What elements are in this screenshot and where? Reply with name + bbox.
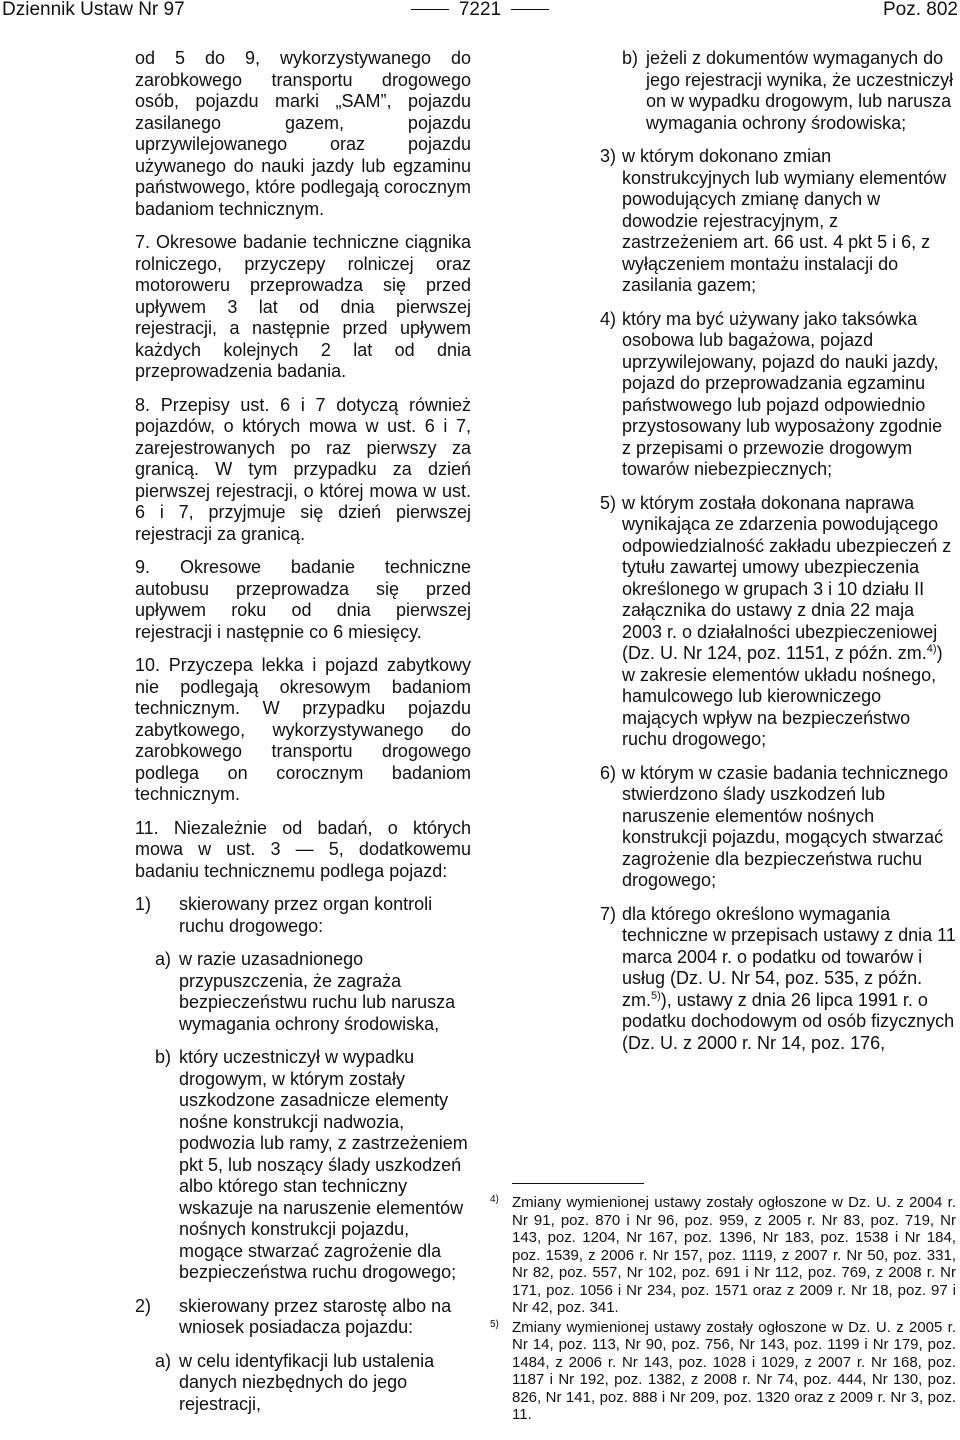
- item-number: 2): [135, 1295, 152, 1316]
- footnote-5: [490, 1319, 956, 1424]
- item-letter: b): [155, 1047, 172, 1067]
- footnote-4: [490, 1194, 956, 1317]
- paragraph-11: 11. Niezależnie od badań, o których mowa w ust. 3 — 5, dodatkowemu badaniu technicznemu podlega pojazd:: [135, 817, 471, 881]
- footnote-mark: 4): [490, 1194, 499, 1205]
- page-header: [0, 0, 960, 22]
- paragraph-9: 9. Okresowe badanie techniczne autobusu przeprowadza się przed upływem roku od dnia pierwszej rejestracji i następnie co 6 miesięcy.: [135, 557, 471, 642]
- list-item-2a: [135, 1351, 471, 1416]
- dash-left: [411, 9, 449, 10]
- item-text: skierowany przez starostę albo na wniosek posiadacza pojazdu:: [179, 1295, 452, 1337]
- item-text-part: dla którego określono wymagania techniczne w przepisach ustawy z dnia 11 marca 2004 r. o podatku od towarów i usług (Dz. U. Nr 54, poz. 535, z późn. zm.: [622, 903, 956, 1010]
- item-letter: b): [622, 48, 639, 68]
- item-number: 7): [600, 903, 617, 924]
- item-text: [622, 493, 956, 751]
- item-text-part: ), ustawy z dnia 26 lipca 1991 r. o podatku dochodowym od osób fizycznych (Dz. U. z 2000 r. Nr 14, poz. 176,: [622, 989, 955, 1053]
- item-text: który ma być używany jako taksówka osobowa lub bagażowa, pojazd uprzywilejowany, pojazd do nauki jazdy, pojazd do przeprowadzania egzaminu państwowego lub pojazd odpowiednio przystosowany lub wyposażony zgodnie z przepisami o przewozie drogowym towarów niebezpiecznych;: [622, 308, 943, 479]
- paragraph-10: 10. Przyczepa lekka i pojazd zabytkowy nie podlegają okresowym badaniom technicznym. W przypadku pojazdu zabytkowego, wykorzystywanego do zarobkowego transportu drogowego podlega on corocznym badaniom technicznym.: [135, 655, 471, 804]
- footnote-ref-5[interactable]: 5): [651, 989, 661, 1002]
- footnote-text: Zmiany wymienionej ustawy zostały ogłoszone w Dz. U. z 2005 r. Nr 14, poz. 113, Nr 90, poz. 756, Nr 143, poz. 1199 i Nr 179, poz. 1484, z 2006 r. Nr 143, poz. 1028 i 1029, z 2007 r. Nr 168, poz. 1187 i Nr 192, poz. 1382, z 2008 r. Nr 74, poz. 444, Nr 130, poz. 826, Nr 141, poz. 888 i Nr 209, poz. 1320 oraz z 2009 r. Nr 3, poz. 11.: [512, 1318, 956, 1423]
- list-item-4: [600, 309, 956, 481]
- item-text-part: ) w zakresie elementów układu nośnego, hamulcowego lub kierowniczego mających wpływ na bezpieczeństwo ruchu drogowego;: [622, 643, 943, 749]
- item-number: 6): [600, 762, 617, 783]
- journal-title: Dziennik Ustaw Nr 97: [2, 0, 185, 20]
- item-text: skierowany przez organ kontroli ruchu drogowego:: [179, 894, 433, 936]
- list-item-7: [600, 904, 956, 1055]
- position-label: Poz. 802: [883, 0, 958, 20]
- item-text-part: w którym została dokonana naprawa wynikająca ze zdarzenia powodującego odpowiedzialność zakładu ubezpieczeń z tytułu zawartej umowy ubezpieczenia określonego w grupach 3 i 10 działu II załącznika do ustawy z dnia 22 maja 2003 r. o działalności ubezpieczeniowej (Dz. U. Nr 124, poz. 1151, z późn. zm.: [622, 492, 952, 663]
- list-item-1: [135, 894, 471, 937]
- item-text: [622, 904, 956, 1055]
- item-text: w razie uzasadnionego przypuszczenia, że zagraża bezpieczeństwu ruchu lub narusza wymagania ochrony środowiska,: [179, 949, 456, 1034]
- list-item-1b: [135, 1047, 471, 1284]
- item-number: 5): [600, 492, 617, 513]
- intro-paragraph: od 5 do 9, wykorzystywanego do zarobkowego transportu drogowego osób, pojazdu marki „SAM”, pojazdu zasilanego gazem, pojazdu uprzywilejowanego oraz pojazdu używanego do nauki jazdy lub egzaminu państwowego, które podlegają corocznym badaniom technicznym.: [135, 48, 471, 219]
- paragraph-7: 7. Okresowe badanie techniczne ciągnika rolniczego, przyczepy rolniczej oraz motoroweru przeprowadza się przed upływem 3 lat od dnia pierwszej rejestracji, a następnie przed upływem każdych kolejnych 2 lat od dnia przeprowadzenia badania.: [135, 232, 471, 381]
- footnote-divider: [512, 1183, 644, 1184]
- item-letter: a): [155, 1350, 172, 1371]
- item-number: 1): [135, 894, 152, 914]
- paragraph-8: 8. Przepisy ust. 6 i 7 dotyczą również pojazdów, o których mowa w ust. 6 i 7, zarejestrowanych po raz pierwszy za granicą. W tym przypadku za dzień pierwszej rejestracji, o której mowa w ust. 6 i 7, przyjmuje się dzień pierwszej rejestracji za granicą.: [135, 394, 471, 544]
- list-item-1a: [135, 949, 471, 1035]
- item-text: w którym dokonano zmian konstrukcyjnych lub wymiany elementów powodujących zmianę danych w dowodzie rejestracyjnym, z zastrzeżeniem art. 66 ust. 4 pkt 5 i 6, z wyłączeniem montażu instalacji do zasilania gazem;: [622, 146, 947, 295]
- item-text: w celu identyfikacji lub ustalenia danych niezbędnych do jego rejestracji,: [179, 1350, 435, 1414]
- item-text: jeżeli z dokumentów wymaganych do jego rejestracji wynika, że uczestniczył on w wypadku drogowym, lub narusza wymagania ochrony środowiska;: [646, 48, 954, 133]
- list-item-3: [600, 146, 956, 297]
- list-item-2b: [622, 48, 956, 134]
- list-item-6: [600, 763, 956, 892]
- dash-right: [511, 9, 549, 10]
- footnotes-section: [490, 1183, 956, 1426]
- item-text: który uczestniczył w wypadku drogowym, w którym zostały uszkodzone zasadnicze elementy nośne konstrukcji nadwozia, podwozia lub ramy, z zastrzeżeniem pkt 5, lub noszący ślady uszkodzeń albo którego stan techniczny wskazuje na naruszenie elementów nośnych konstrukcji pojazdu, mogące stwarzać zagrożenie dla bezpieczeństwa ruchu drogowego;: [179, 1047, 468, 1282]
- left-column: [135, 48, 471, 1427]
- page-number: 7221: [458, 0, 502, 20]
- item-text: w którym w czasie badania technicznego stwierdzono ślady uszkodzeń lub naruszenie elementów nośnych konstrukcji pojazdu, mogących stwarzać zagrożenie dla bezpieczeństwa ruchu drogowego;: [622, 762, 949, 890]
- item-number: 4): [600, 308, 617, 329]
- page-number-block: [0, 0, 960, 20]
- list-item-5: [600, 493, 956, 751]
- item-letter: a): [155, 949, 172, 969]
- footnote-text: Zmiany wymienionej ustawy zostały ogłoszone w Dz. U. z 2004 r. Nr 91, poz. 870 i Nr 96, poz. 959, z 2005 r. Nr 83, poz. 719, Nr 143, poz. 1204, Nr 167, poz. 1396, Nr 183, poz. 1538 i Nr 184, poz. 1539, z 2006 r. Nr 157, poz. 1119, z 2007 r. Nr 50, poz. 331, Nr 82, poz. 557, Nr 102, poz. 691 i Nr 112, poz. 769, z 2008 r. Nr 171, poz. 1056 i Nr 234, poz. 1571 oraz z 2009 r. Nr 18, poz. 97 i Nr 42, poz. 341.: [512, 1194, 956, 1316]
- right-column: [600, 48, 956, 1066]
- footnote-ref-4[interactable]: 4): [926, 643, 937, 655]
- item-number: 3): [600, 146, 617, 166]
- list-item-2: [135, 1296, 471, 1339]
- footnote-mark: 5): [490, 1318, 499, 1330]
